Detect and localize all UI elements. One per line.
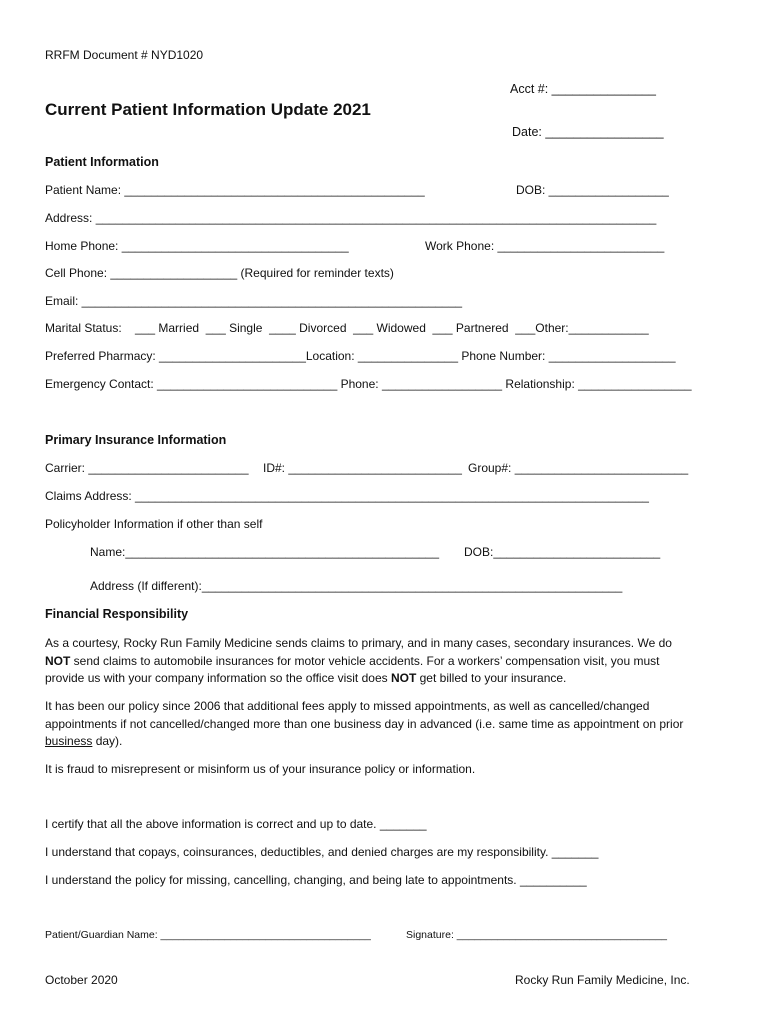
home-phone-field[interactable]: Home Phone: __________________________________ <box>45 239 349 253</box>
financial-section-title: Financial Responsibility <box>45 607 189 621</box>
certify-policy-initial[interactable]: I understand the policy for missing, cancelling, changing, and being late to appointments. __________ <box>45 873 587 887</box>
policyholder-name-field[interactable]: Name:_______________________________________________ <box>90 545 440 559</box>
financial-paragraph-2 <box>45 698 735 751</box>
acct-field[interactable]: Acct #: _______________ <box>510 82 656 96</box>
cell-phone-field[interactable]: Cell Phone: ___________________ (Required for reminder texts) <box>45 266 394 280</box>
emergency-contact-field[interactable]: Emergency Contact: ___________________________ Phone: __________________ Relationship: _________________ <box>45 377 692 391</box>
carrier-field[interactable]: Carrier: ________________________ <box>45 461 249 475</box>
financial-paragraph-3: It is fraud to misrepresent or misinform us of your insurance policy or information. <box>45 762 476 776</box>
id-field[interactable]: ID#: __________________________ <box>263 461 462 475</box>
p1-bold-not: NOT <box>45 653 71 668</box>
policyholder-heading: Policyholder Information if other than self <box>45 517 263 531</box>
p2-line-3-text: day). <box>92 734 123 748</box>
p1-bold-not-2: NOT <box>390 671 417 685</box>
work-phone-field[interactable]: Work Phone: _________________________ <box>425 239 665 253</box>
claims-address-field[interactable]: Claims Address: _____________________________________________________________________________ <box>45 489 649 503</box>
patient-name-field[interactable]: Patient Name: _____________________________________________ <box>45 183 425 197</box>
guardian-name-field[interactable]: Patient/Guardian Name: ____________________________________ <box>45 929 371 941</box>
p2-line-3 <box>45 733 735 751</box>
pharmacy-field[interactable]: Preferred Pharmacy: ______________________Location: _______________ Phone Number: ___________________ <box>45 349 676 363</box>
group-field[interactable]: Group#: __________________________ <box>468 461 689 475</box>
date-field[interactable]: Date: _________________ <box>512 125 664 139</box>
certify-copays-initial[interactable]: I understand that copays, coinsurances, deductibles, and denied charges are my responsibility. _______ <box>45 845 599 859</box>
certify-accuracy-initial[interactable]: I certify that all the above information is correct and up to date. _______ <box>45 817 427 831</box>
footer-company: Rocky Run Family Medicine, Inc. <box>515 973 690 987</box>
dob-field[interactable]: DOB: __________________ <box>516 183 669 197</box>
p2-line-2: appointments if not cancelled/changed more than one business day in advanced (i.e. same time as appointment on prior <box>45 716 684 731</box>
patient-section-title: Patient Information <box>45 155 159 169</box>
p1-line-2-text: send claims to automobile insurances for motor vehicle accidents. For a workers’ compensation visit, you must <box>70 653 660 668</box>
p1-line-3-text: provide us with your company information so the office visit does <box>45 671 391 685</box>
policyholder-address-field[interactable]: Address (If different):_______________________________________________________________ <box>90 579 623 593</box>
document-number: RRFM Document # NYD1020 <box>45 48 204 62</box>
p2-underlined-business: business <box>45 734 93 748</box>
p1-line-3 <box>45 670 735 688</box>
marital-status-field[interactable]: Marital Status: ___ Married ___ Single ____ Divorced ___ Widowed ___ Partnered ___Other:____________ <box>45 321 649 335</box>
insurance-section-title: Primary Insurance Information <box>45 433 227 447</box>
financial-paragraph-1 <box>45 635 735 688</box>
policyholder-dob-field[interactable]: DOB:_________________________ <box>464 545 661 559</box>
footer-date: October 2020 <box>45 973 118 987</box>
p1-line-1: As a courtesy, Rocky Run Family Medicine sends claims to primary, and in many cases, secondary insurances. We do <box>45 636 672 650</box>
page-title: Current Patient Information Update 2021 <box>45 100 371 119</box>
p1-line-2 <box>45 653 735 671</box>
p2-line-1: It has been our policy since 2006 that additional fees apply to missed appointments, as well as cancelled/changed <box>45 699 650 713</box>
signature-field[interactable]: Signature: ____________________________________ <box>406 929 668 941</box>
p1-line-3-end: get billed to your insurance. <box>416 671 567 685</box>
email-field[interactable]: Email: _________________________________________________________ <box>45 294 463 308</box>
address-field[interactable]: Address: ____________________________________________________________________________________ <box>45 211 657 225</box>
